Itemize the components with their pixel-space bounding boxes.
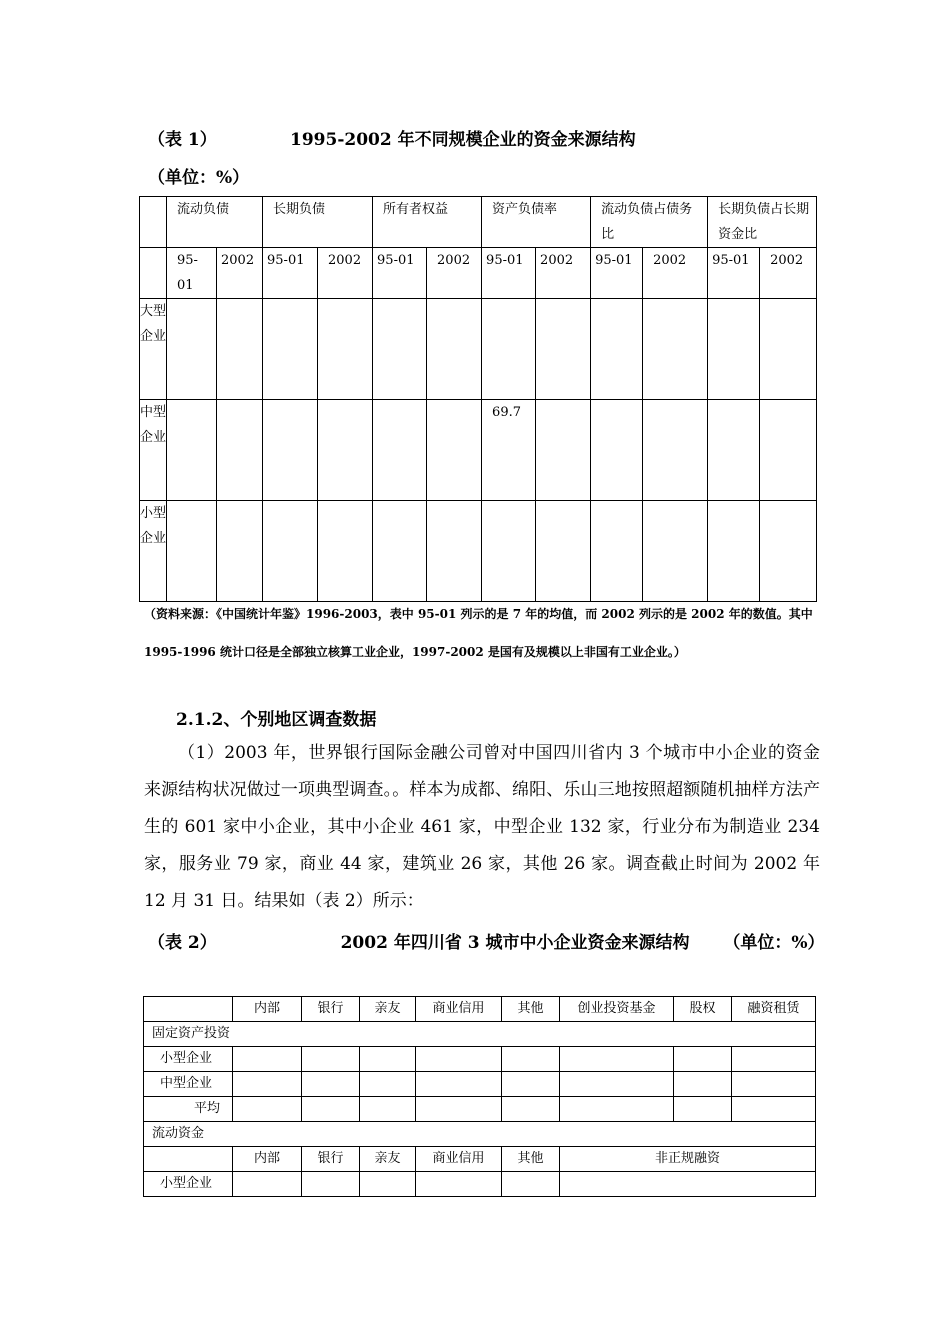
table1-cell [263,299,318,400]
table1-group-header: 流动负债占债务比 [591,197,708,248]
table1-cell [536,400,591,501]
table1-cell [591,501,643,602]
section-heading: 2.1.2、个别地区调查数据 [176,710,377,730]
table1-cell [760,501,817,602]
table1-cell [263,400,318,501]
table1-cell [167,501,217,602]
table1-cell [760,400,817,501]
table1-cell [591,400,643,501]
table2-header: 商业信用 [416,997,502,1022]
table1-cell [427,400,482,501]
table1-cell [482,299,536,400]
table2-header: 亲友 [360,1147,416,1172]
table2 [143,996,816,1197]
table1-sub-header: 2002 [318,248,373,299]
table2-header: 其他 [502,1147,560,1172]
table1-sub-header: 2002 [760,248,817,299]
table1-corner-cell [140,248,167,299]
table1-group-header: 长期负债占长期资金比 [708,197,817,248]
table2-section-working: 流动资金 [144,1122,816,1147]
table1-cell [643,501,708,602]
table1-cell [591,299,643,400]
table2-caption [148,928,828,953]
table1-row [140,299,817,400]
table1-label: （表 1） [148,130,217,150]
body-paragraph [144,735,820,920]
table1-group-header: 长期负债 [263,197,373,248]
table1-cell [536,299,591,400]
table2-header: 银行 [302,1147,360,1172]
table2-header: 股权 [674,997,732,1022]
table2-header: 融资租赁 [732,997,816,1022]
table2-header-row [144,997,816,1022]
table1-cell [217,400,263,501]
table1-cell [217,501,263,602]
table1-sub-header: 95-01 [708,248,760,299]
table1-row-label: 小型企业 [140,501,167,602]
table2-header: 其他 [502,997,560,1022]
table1-group-header: 所有者权益 [373,197,482,248]
table1-cell [318,400,373,501]
table1-group-header-row [140,197,817,248]
table2-header: 内部 [233,997,302,1022]
table1-cell [263,501,318,602]
table2-working-header-row [144,1147,816,1172]
table1-group-header: 流动负债 [167,197,263,248]
table1-cell [427,501,482,602]
table2-row-label: 平均 [144,1097,233,1122]
table2-section-row [144,1122,816,1147]
table2-unit: （单位：%） [723,933,825,953]
table1-cell [373,501,427,602]
table1-cell [643,299,708,400]
table1-sub-header: 95-01 [591,248,643,299]
table1-cell [167,299,217,400]
table1-cell-value: 69.7 [482,400,536,501]
table1-cell [482,501,536,602]
table1-row-label: 大型企业 [140,299,167,400]
table2-row [144,1072,816,1097]
table1-cell [708,299,760,400]
table2-section-row [144,1022,816,1047]
table2-row [144,1097,816,1122]
table2-row [144,1047,816,1072]
table1-title: 1995-2002 年不同规模企业的资金来源结构 [290,130,636,150]
table1-caption [148,125,636,150]
table1-unit: （单位：%） [148,168,250,188]
table2-header: 亲友 [360,997,416,1022]
table1-corner-cell [140,197,167,248]
table1-cell [318,501,373,602]
table1-sub-header: 2002 [643,248,708,299]
table2-corner-cell [144,997,233,1022]
table1-cell [708,400,760,501]
table2-section-fixed: 固定资产投资 [144,1022,816,1047]
table1-row [140,501,817,602]
source-note: （资料来源：《中国统计年鉴》1996-2003，表中 95-01 列示的是 7 年的均值，而 2002 列示的是 2002 年的数值。其中 1995-1996 统计口径是全部独立核算工业企业，1997-2002 是国有及规模以上非国有工业企业。） [144,607,813,659]
table2-header: 创业投资基金 [560,997,674,1022]
table1-cell [373,400,427,501]
table1-sub-header: 95-01 [482,248,536,299]
table1-row-label: 中型企业 [140,400,167,501]
table2-title: 2002 年四川省 3 城市中小企业资金来源结构 [340,933,690,953]
table1-cell [318,299,373,400]
table2-header: 银行 [302,997,360,1022]
table1-cell [167,400,217,501]
table1-sub-header: 2002 [217,248,263,299]
table1-cell [760,299,817,400]
table1-sub-header: 95-01 [373,248,427,299]
table2-label: （表 2） [148,933,217,953]
table2-corner-cell [144,1147,233,1172]
table1-cell [217,299,263,400]
table1-cell [643,400,708,501]
table1-sub-header-row [140,248,817,299]
table1-row [140,400,817,501]
table1-cell [373,299,427,400]
table2-row-label: 小型企业 [144,1047,233,1072]
paragraph-text: （1）2003 年，世界银行国际金融公司曾对中国四川省内 3 个城市中小企业的资金来源结构状况做过一项典型调查。。样本为成都、绵阳、乐山三地按照超额随机抽样方法产生的 601 家中小企业，其中小企业 461 家，中型企业 132 家，行业分布为制造业 234 家，服务业 79 家，商业 44 家，建筑业 26 家，其他 26 家。调查截止时间为 2002 年 12 月 31 日。结果如（表 2）所示： [144,743,820,911]
table2-row-label: 小型企业 [144,1172,233,1197]
table1-sub-header: 95-01 [263,248,318,299]
table2-row [144,1172,816,1197]
table2-header: 内部 [233,1147,302,1172]
table1-group-header: 资产负债率 [482,197,591,248]
table2-header: 商业信用 [416,1147,502,1172]
table1-sub-header: 2002 [427,248,482,299]
table2-header: 非正规融资 [560,1147,816,1172]
table1-sub-header: 95-01 [167,248,217,299]
table1-cell [427,299,482,400]
table1-sub-header: 2002 [536,248,591,299]
table1-cell [536,501,591,602]
table2-row-label: 中型企业 [144,1072,233,1097]
table1-cell [708,501,760,602]
table1 [139,196,817,602]
